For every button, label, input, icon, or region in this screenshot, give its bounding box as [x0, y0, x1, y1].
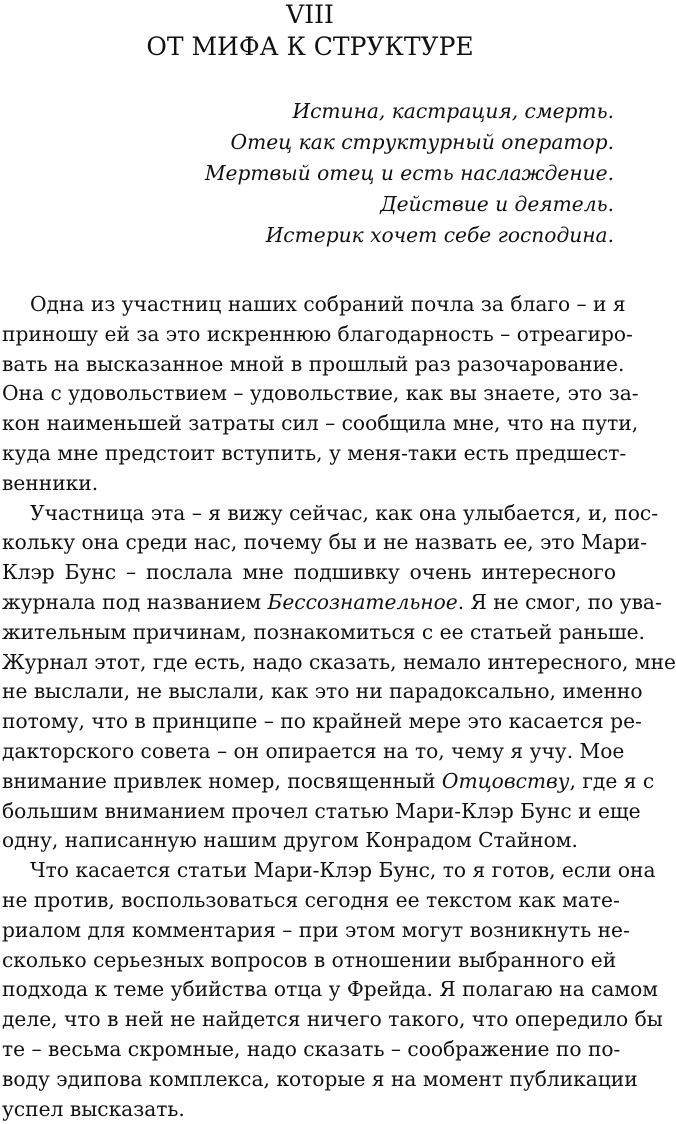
text-line — [2, 1065, 638, 1095]
text-line — [2, 797, 641, 827]
text-segment: деле, что в ней не найдется ничего такого, что опередило бы — [2, 1007, 663, 1032]
italic-term: Отцовству — [441, 768, 570, 793]
text-segment: риалом для комментария – при этом могут возникнуть не- — [2, 917, 630, 942]
text-line — [2, 379, 639, 409]
text-line — [2, 499, 659, 529]
body-text — [2, 290, 676, 1124]
text-line — [2, 975, 658, 1005]
text-line — [2, 677, 643, 707]
italic-term: Бессознательное — [267, 589, 458, 614]
text-line — [2, 528, 648, 558]
text-segment: кон наименьшей затраты сил – сообщила мне, что на пути, — [2, 411, 639, 436]
text-segment: Одна из участниц наших собраний почла за благо – и я — [30, 292, 626, 316]
text-segment: не выслали, не выслали, как это ни парадоксально, именно — [2, 679, 643, 704]
text-line — [2, 290, 626, 320]
text-segment: воду эдипова комплекса, которые я на момент публикации — [2, 1066, 638, 1091]
text-segment: Клэр Бунс – послала мне подшивку очень интересного — [2, 560, 616, 585]
text-segment: , где я с — [569, 768, 655, 793]
text-segment: Журнал этот, где есть, надо сказать, немало интересного, мне — [2, 649, 676, 674]
text-line — [2, 618, 645, 648]
text-line — [2, 1095, 616, 1124]
text-line — [2, 1005, 663, 1035]
epigraph — [194, 96, 614, 251]
text-line — [2, 558, 616, 588]
epigraph-line: Отец как структурный оператор. — [230, 130, 614, 154]
text-segment: журнала под названием — [2, 589, 268, 614]
text-segment: жительным причинам, познакомиться с ее статьей раньше. — [2, 619, 645, 644]
text-segment: вать на высказанное мной в прошлый раз разочарование. — [2, 351, 625, 376]
text-line — [2, 916, 630, 946]
epigraph-line: Истерик хочет себе господина. — [265, 223, 614, 247]
text-segment: внимание привлек номер, посвященный — [2, 768, 442, 793]
text-segment: одну, написанную нашим другом Конрадом Стайном. — [2, 828, 578, 853]
text-segment: те – весьма скромные, надо сказать – соображение по по- — [2, 1036, 621, 1061]
text-segment: . Я не смог, по ува- — [457, 589, 662, 614]
text-line — [2, 737, 625, 767]
text-line — [2, 1035, 621, 1065]
text-segment: потому, что в принципе – по крайней мере это касается ре- — [2, 709, 642, 734]
text-line — [2, 409, 639, 439]
text-line — [2, 648, 676, 678]
text-line — [2, 826, 616, 856]
text-line — [2, 856, 656, 886]
text-segment: большим вниманием прочел статью Мари-Клэр Бунс и еще — [2, 798, 641, 823]
chapter-title: ОТ МИФА К СТРУКТУРЕ — [146, 32, 474, 61]
text-segment: дакторского совета – он опирается на то, чему я учу. Мое — [2, 738, 625, 763]
text-line — [2, 767, 655, 797]
epigraph-line: Мертвый отец и есть наслаждение. — [204, 161, 614, 185]
text-segment: успел высказать. — [2, 1096, 185, 1121]
text-line — [2, 469, 616, 499]
text-line — [2, 946, 616, 976]
text-segment: Участница эта – я вижу сейчас, как она улыбается, и, пос- — [30, 500, 659, 525]
text-segment: Она с удовольствием – удовольствие, как вы знаете, это за- — [2, 381, 639, 406]
chapter-number: VIII — [286, 0, 334, 29]
text-line — [2, 707, 642, 737]
text-line — [2, 350, 625, 380]
epigraph-line: Действие и деятель. — [380, 192, 614, 216]
text-line — [2, 320, 633, 350]
text-segment: не против, воспользоваться сегодня ее текстом как мате- — [2, 887, 620, 912]
text-line — [2, 588, 662, 618]
text-segment: подхода к теме убийства отца у Фрейда. Я полагаю на самом — [2, 977, 658, 1002]
text-line — [2, 439, 627, 469]
text-segment: приношу ей за это искреннюю благодарность – отреагиро- — [2, 321, 633, 346]
text-segment: куда мне предстоит вступить, у меня-таки есть предшест- — [2, 440, 627, 465]
text-segment: сколько серьезных вопросов в отношении выбранного ей — [2, 947, 617, 972]
text-segment: кольку она среди нас, почему бы и не назвать ее, это Мари- — [2, 530, 648, 555]
text-line — [2, 886, 620, 916]
text-segment: Что касается статьи Мари-Клэр Бунс, то я готов, если она — [30, 858, 656, 883]
text-segment: венники. — [2, 470, 99, 495]
epigraph-line: Истина, кастрация, смерть. — [292, 99, 614, 123]
